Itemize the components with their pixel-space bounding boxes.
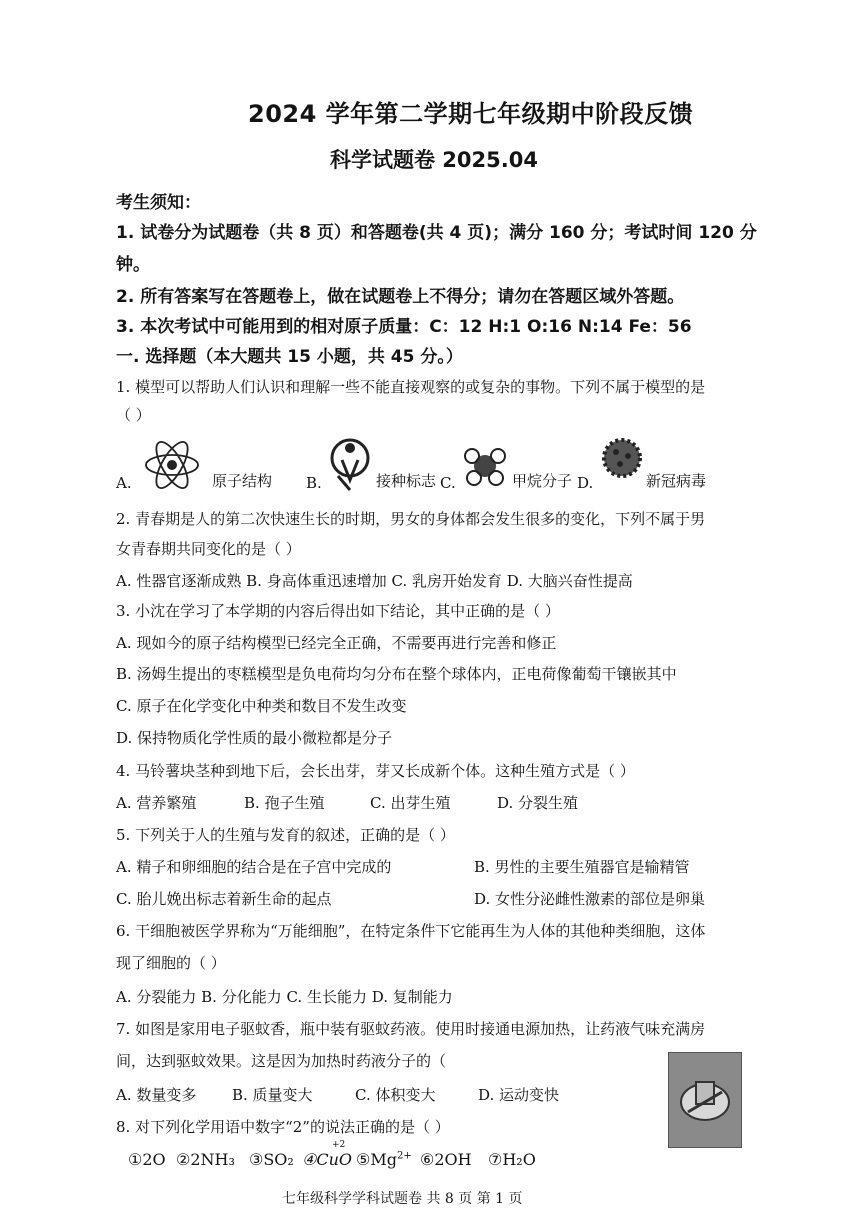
q1-option-c: 甲烷分子 xyxy=(512,472,573,490)
q8-item-6: ⑥2OH xyxy=(420,1150,472,1169)
q5-option-b: B. 男性的主要生殖器官是输精管 xyxy=(474,858,690,876)
q8-item-1: ①2O xyxy=(128,1150,166,1169)
q7-stem: 7. 如图是家用电子驱蚊香，瓶中装有驱蚊药液。使用时接通电源加热，让药液气味充满房 xyxy=(116,1020,706,1038)
q3-option-b: B. 汤姆生提出的枣糕模型是负电荷均匀分布在整个球体内，正电荷像葡萄干镶嵌其中 xyxy=(116,665,677,683)
q4-option-a: A. 营养繁殖 xyxy=(116,794,197,812)
notice-item-1-cont: 钟。 xyxy=(116,255,150,275)
q6-options: A. 分裂能力 B. 分化能力 C. 生长能力 D. 复制能力 xyxy=(116,988,453,1006)
q1-option-d-letter: D. xyxy=(577,474,594,492)
page-footer: 七年级科学学科试题卷 共 8 页 第 1 页 xyxy=(282,1191,523,1207)
page-subtitle: 科学试题卷 2025.04 xyxy=(330,148,538,172)
atom-structure-icon xyxy=(140,438,204,492)
q7-option-b: B. 质量变大 xyxy=(232,1086,313,1104)
q4-option-c: C. 出芽生殖 xyxy=(370,794,451,812)
q8-item-5-text: ⑤Mg xyxy=(356,1150,397,1169)
q1-option-a-letter: A. xyxy=(116,474,132,492)
q1-option-d: 新冠病毒 xyxy=(646,472,707,490)
q3-option-d: D. 保持物质化学性质的最小微粒都是分子 xyxy=(116,729,393,747)
q5-option-d: D. 女性分泌雌性激素的部位是卵巢 xyxy=(474,890,706,908)
q1-option-a: 原子结构 xyxy=(212,472,273,490)
coronavirus-icon xyxy=(598,434,646,482)
q1-stem: 1. 模型可以帮助人们认识和理解一些不能直接观察的或复杂的事物。下列不属于模型的是 xyxy=(116,378,706,396)
q5-option-c: C. 胎儿娩出标志着新生命的起点 xyxy=(116,890,332,908)
q4-option-d: D. 分裂生殖 xyxy=(497,794,579,812)
q7-stem-cont: 间，达到驱蚊效果。这是因为加热时药液分子的（ xyxy=(116,1052,447,1070)
q4-stem: 4. 马铃薯块茎种到地下后，会长出芽，芽又长成新个体。这种生殖方式是（ ） xyxy=(116,762,635,780)
q7-option-a: A. 数量变多 xyxy=(116,1086,197,1104)
q8-item-3: ③SO₂ xyxy=(249,1150,294,1169)
q7-option-d: D. 运动变快 xyxy=(478,1086,560,1104)
q1-option-b-letter: B. xyxy=(306,474,322,492)
q8-item-5 xyxy=(356,1150,412,1169)
vaccination-logo-icon xyxy=(328,436,372,492)
q8-item-2: ②2NH₃ xyxy=(176,1150,235,1169)
q1-stem-cont: （ ） xyxy=(116,406,151,424)
notice-item-2: 2. 所有答案写在答题卷上，做在试题卷上不得分；请勿在答题区域外答题。 xyxy=(116,287,685,307)
q7-option-c: C. 体积变大 xyxy=(355,1086,436,1104)
q1-option-b: 接种标志 xyxy=(376,472,437,490)
notice-item-1: 1. 试卷分为试题卷（共 8 页）和答题卷(共 4 页)；满分 160 分；考试时间 120 分 xyxy=(116,223,757,243)
q2-stem: 2. 青春期是人的第二次快速生长的时期，男女的身体都会发生很多的变化，下列不属于男 xyxy=(116,510,706,528)
q6-stem: 6. 干细胞被医学界称为“万能细胞”，在特定条件下它能再生为人体的其他种类细胞，这体 xyxy=(116,922,706,940)
q3-stem: 3. 小沈在学习了本学期的内容后得出如下结论，其中正确的是（ ） xyxy=(116,602,560,620)
q5-stem: 5. 下列关于人的生殖与发育的叙述，正确的是（ ） xyxy=(116,826,455,844)
q8-item-4-valence: +2 xyxy=(332,1140,346,1150)
notice-item-3: 3. 本次考试中可能用到的相对原子质量：C：12 H:1 O:16 N:14 Fe：56 xyxy=(116,317,692,337)
methane-molecule-icon xyxy=(462,446,508,486)
section-heading: 一. 选择题（本大题共 15 小题，共 45 分。） xyxy=(116,347,463,367)
notice-heading: 考生须知： xyxy=(116,193,201,213)
q2-options: A. 性器官逐渐成熟 B. 身高体重迅速增加 C. 乳房开始发育 D. 大脑兴奋性提高 xyxy=(116,572,633,590)
q6-stem-cont: 现了细胞的（ ） xyxy=(116,954,226,972)
q8-item-7: ⑦H₂O xyxy=(488,1150,536,1169)
mosquito-repellent-device-icon xyxy=(668,1052,742,1148)
q2-stem-cont: 女青春期共同变化的是（ ） xyxy=(116,540,301,558)
q3-option-a: A. 现如今的原子结构模型已经完全正确，不需要再进行完善和修正 xyxy=(116,634,557,652)
page-title: 2024 学年第二学期七年级期中阶段反馈 xyxy=(248,100,694,128)
q8-stem: 8. 对下列化学用语中数字“2”的说法正确的是（ ） xyxy=(116,1118,450,1136)
q8-item-4-text: ④CuO xyxy=(302,1150,353,1169)
q3-option-c: C. 原子在化学变化中种类和数目不发生改变 xyxy=(116,697,407,715)
q4-option-b: B. 孢子生殖 xyxy=(244,794,325,812)
q5-option-a: A. 精子和卵细胞的结合是在子宫中完成的 xyxy=(116,858,392,876)
q8-item-5-charge: 2+ xyxy=(396,1150,412,1162)
q1-option-c-letter: C. xyxy=(440,474,456,492)
q8-item-4 xyxy=(302,1140,353,1169)
